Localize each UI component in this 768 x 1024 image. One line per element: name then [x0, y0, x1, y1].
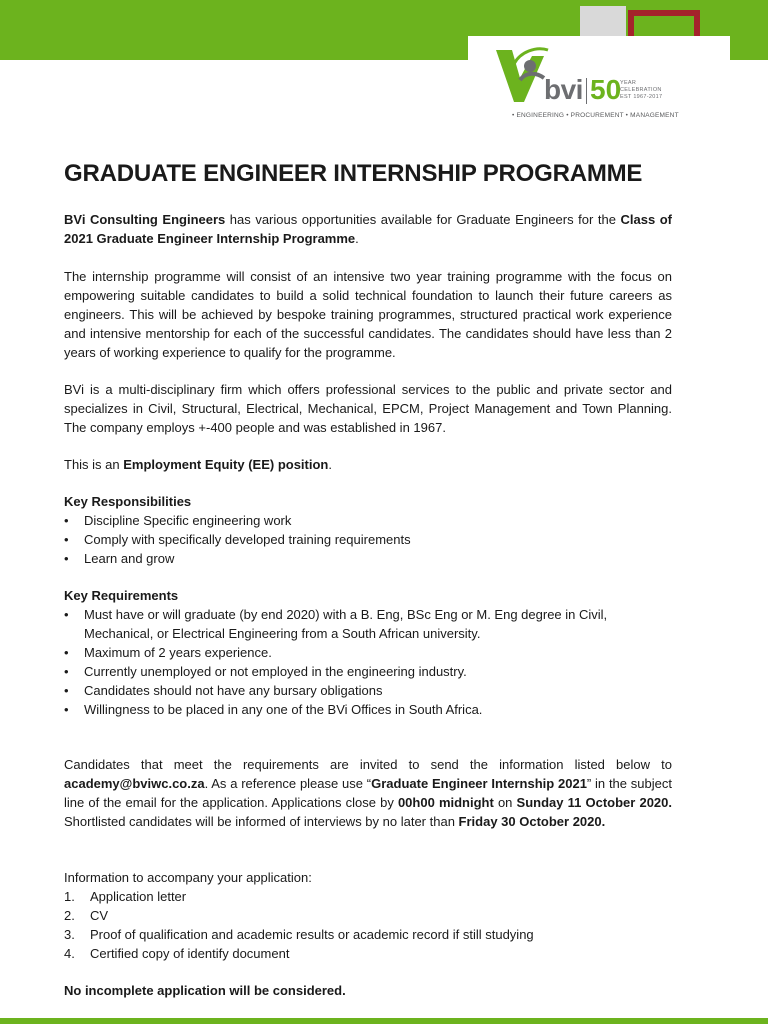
programme-name: Class of 2021 Graduate Engineer Internship Programme [64, 212, 673, 246]
application-paragraph [64, 755, 672, 831]
list-item [64, 944, 672, 963]
list-number: 4. [64, 946, 75, 961]
list-item: • Candidates should not have any bursary obligations [64, 681, 672, 700]
footer-green-band [0, 1018, 768, 1024]
application-text: Shortlisted candidates will be informed of interviews by no later than [64, 814, 459, 829]
list-item: • Currently unemployed or not employed in the engineering industry. [64, 662, 672, 681]
list-text: Certified copy of identify document [90, 946, 290, 961]
application-text: Candidates that meet the requirements are invited to send the information listed below to [64, 757, 672, 772]
ee-prefix: This is an [64, 457, 124, 472]
email-subject-reference: Graduate Engineer Internship 2021 [371, 776, 587, 791]
anniversary-line-2: CELEBRATION [620, 87, 662, 93]
intro-end: . [355, 231, 359, 246]
application-email: academy@bviwc.co.za [64, 776, 205, 791]
list-item: • Willingness to be placed in any one of the BVi Offices in South Africa. [64, 700, 672, 719]
documents-section [64, 868, 672, 963]
list-item [64, 925, 672, 944]
anniversary-number: 50 [590, 74, 622, 105]
application-text: ” in the subject line of the email for the application. Applications close by [64, 776, 672, 810]
list-item: • Maximum of 2 years experience. [64, 643, 672, 662]
ee-statement [64, 455, 672, 474]
responsibilities-list [64, 511, 672, 568]
anniversary-caption [620, 80, 662, 101]
programme-paragraph: The internship programme will consist of an intensive two year training programme with the focus on empowering suitable candidates to build a solid technical foundation to launch their future careers as engineers. This will be achieved by bespoke training programmes, structured practical work experience and intensive mentorship for each of the successful candidates. The candidates should have less than 2 years of working experience to qualify for the programme. [64, 269, 672, 360]
logo-divider [586, 78, 587, 104]
page-title: GRADUATE ENGINEER INTERNSHIP PROGRAMME [64, 160, 643, 187]
ee-suffix: . [328, 457, 332, 472]
list-item: • Discipline Specific engineering work [64, 511, 672, 530]
list-item [64, 906, 672, 925]
requirements-heading: Key Requirements [64, 588, 179, 603]
list-text: Proof of qualification and academic results or academic record if still studying [90, 927, 534, 942]
list-number: 2. [64, 908, 75, 923]
anniversary-line-3: EST 1967-2017 [620, 94, 663, 100]
company-paragraph: BVi is a multi-disciplinary firm which offers professional services to the public and private sector and specializes in Civil, Structural, Electrical, Mechanical, EPCM, Project Management and Town Planning. The company employs +-400 people and was established in 1967. [64, 382, 672, 435]
intro-text: has various opportunities available for Graduate Engineers for the [225, 212, 621, 227]
closing-statement: No incomplete application will be considered. [64, 983, 346, 998]
list-item: • Learn and grow [64, 549, 672, 568]
bvi-logo [490, 42, 680, 122]
ee-position: Employment Equity (EE) position [123, 457, 329, 472]
list-item: • Must have or will graduate (by end 2020) with a B. Eng, BSc Eng or M. Eng degree in Civil, Mechanical, or Electrical Engineering from a South African university. [64, 605, 672, 643]
requirements-list [64, 605, 672, 719]
anniversary-line-1: YEAR [620, 80, 637, 86]
bvi-wordmark: bvi [544, 74, 583, 105]
list-number: 1. [64, 889, 75, 904]
logo-tagline: • ENGINEERING • PROCUREMENT • MANAGEMENT [512, 112, 679, 119]
interview-date: Friday 30 October 2020. [458, 814, 606, 829]
application-text: on [493, 795, 517, 810]
closing-time: 00h00 midnight [397, 795, 494, 810]
documents-list [64, 887, 672, 963]
company-name: BVi Consulting Engineers [64, 212, 226, 227]
intro-paragraph [64, 210, 672, 248]
list-number: 3. [64, 927, 75, 942]
header-grey-accent [580, 6, 626, 38]
list-text: CV [90, 908, 109, 923]
application-text: . As a reference please use “ [204, 776, 372, 791]
requirements-section [64, 586, 672, 719]
documents-heading: Information to accompany your application: [64, 870, 312, 885]
list-text: Application letter [90, 889, 187, 904]
closing-date: Sunday 11 October 2020. [516, 795, 672, 810]
responsibilities-heading: Key Responsibilities [64, 494, 192, 509]
list-item: • Comply with specifically developed training requirements [64, 530, 672, 549]
list-item [64, 887, 672, 906]
responsibilities-section [64, 492, 672, 568]
